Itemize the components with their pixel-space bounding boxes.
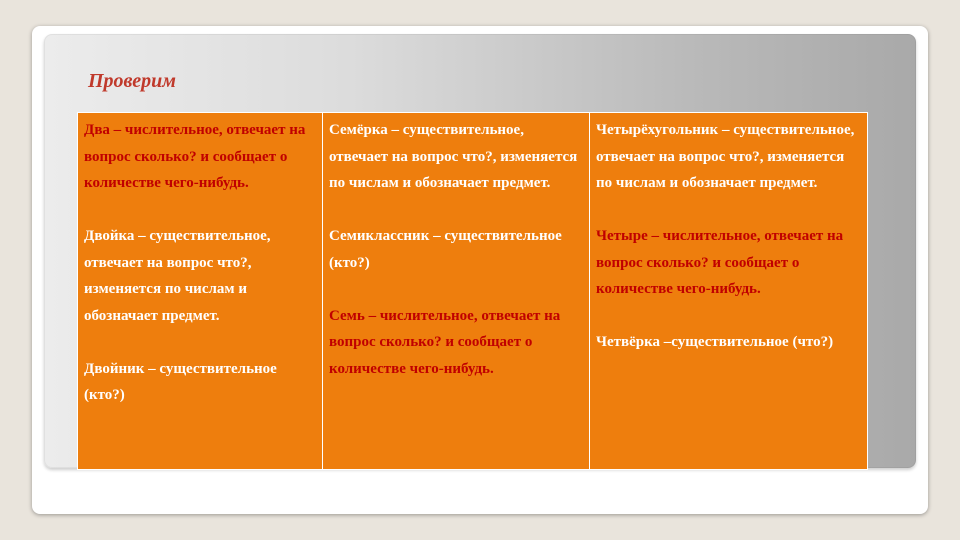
table-cell-sem [323, 113, 590, 470]
paragraph: Семиклассник – существительное (кто?) [329, 228, 562, 271]
slide-frame [32, 26, 928, 514]
paragraph: Семь – числительное, отвечает на вопрос сколько? и сообщает о количестве чего-нибудь. [329, 307, 561, 377]
table-cell-dva [78, 113, 323, 470]
table-row [78, 113, 868, 470]
paragraph: Два – числительное, отвечает на вопрос сколько? и сообщает о количестве чего-нибудь. [84, 122, 306, 191]
table-cell-chetyre [590, 113, 868, 470]
paragraph: Четвёрка –существительное (что?) [596, 334, 834, 350]
paragraph: Семёрка – существительное, отвечает на вопрос что?, изменяется по числам и обозначает предмет. [329, 122, 578, 191]
paragraph: Двойник – существительное (кто?) [84, 360, 277, 403]
paragraph: Двойка – существительное, отвечает на вопрос что?, изменяется по числам и обозначает предмет. [84, 228, 271, 324]
slide-panel [44, 34, 916, 468]
paragraph: Четырёхугольник – существительное, отвечает на вопрос что?, изменяется по числам и обозначает предмет. [596, 122, 855, 191]
paragraph: Четыре – числительное, отвечает на вопрос сколько? и сообщает о количестве чего-нибудь. [596, 228, 844, 297]
content-table [77, 112, 868, 470]
slide-title: Проверим [88, 70, 176, 92]
